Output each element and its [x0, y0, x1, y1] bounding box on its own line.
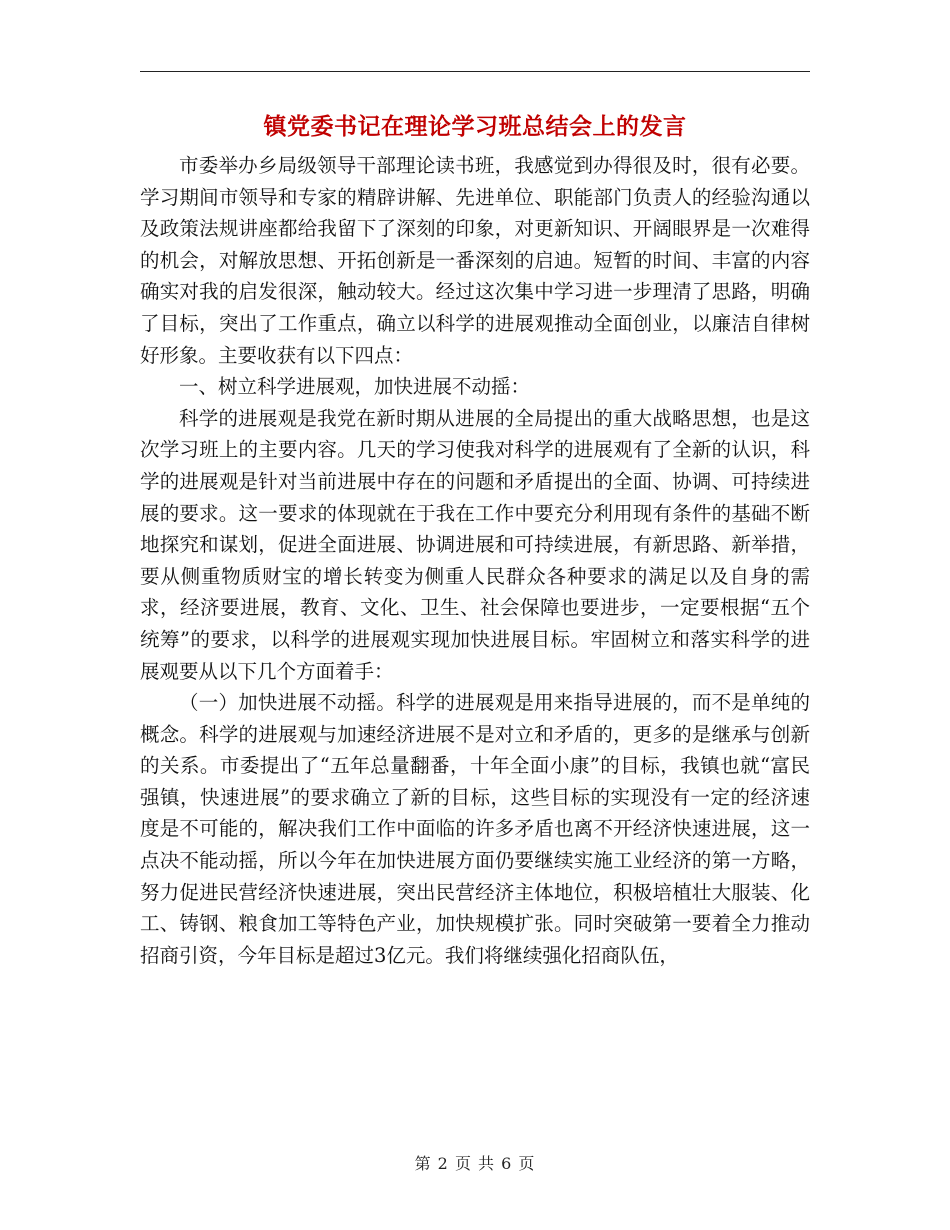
paragraph-scientific-development: 科学的进展观是我党在新时期从进展的全局提出的重大战略思想，也是这次学习班上的主要内容。几天的学习使我对科学的进展观有了全新的认识，科学的进展观是针对当前进展中存在的问题和矛盾提出的全面、协调、可持续进展的要求。这一要求的体现就在于我在工作中要充分利用现有条件的基础不断地探究和谋划，促进全面进展、协调进展和可持续进展，有新思路、新举措，要从侧重物质财宝的增长转变为侧重人民群众各种要求的满足以及自身的需求，经济要进展，教育、文化、卫生、社会保障也要进步，一定要根据“五个统筹”的要求，以科学的进展观实现加快进展目标。牢固树立和落实科学的进展观要从以下几个方面着手：: [140, 406, 810, 683]
document-title: 镇党委书记在理论学习班总结会上的发言: [263, 114, 687, 140]
document-body: [140, 150, 810, 971]
page-number-footer: 第 2 页 共 6 页: [414, 1154, 536, 1173]
section-heading-1: 一、树立科学进展观，加快进展不动摇：: [179, 375, 531, 399]
paragraph-intro: 市委举办乡局级领导干部理论读书班，我感觉到办得很及时，很有必要。学习期间市领导和专家的精辟讲解、先进单位、职能部门负责人的经验沟通以及政策法规讲座都给我留下了深刻的印象，对更新知识、开阔眼界是一次难得的机会，对解放思想、开拓创新是一番深刻的启迪。短暂的时间、丰富的内容确实对我的启发很深，触动较大。经过这次集中学习进一步理清了思路，明确了目标，突出了工作重点，确立以科学的进展观推动全面创业，以廉洁自律树好形象。主要收获有以下四点：: [140, 154, 810, 367]
header-rule: [140, 71, 810, 72]
paragraph-subsection-1: （一）加快进展不动摇。科学的进展观是用来指导进展的，而不是单纯的概念。科学的进展观与加速经济进展不是对立和矛盾的，更多的是继承与创新的关系。市委提出了“五年总量翻番，十年全面小康”的目标，我镇也就“富民强镇，快速进展”的要求确立了新的目标，这些目标的实现没有一定的经济速度是不可能的，解决我们工作中面临的许多矛盾也离不开经济快速进展，这一点决不能动摇，所以今年在加快进展方面仍要继续实施工业经济的第一方略，努力促进民营经济快速进展，突出民营经济主体地位，积极培植壮大服装、化工、铸钢、粮食加工等特色产业，加快规模扩张。同时突破第一要着全力推动招商引资，今年目标是超过3亿元。我们将继续强化招商队伍，: [140, 691, 810, 967]
